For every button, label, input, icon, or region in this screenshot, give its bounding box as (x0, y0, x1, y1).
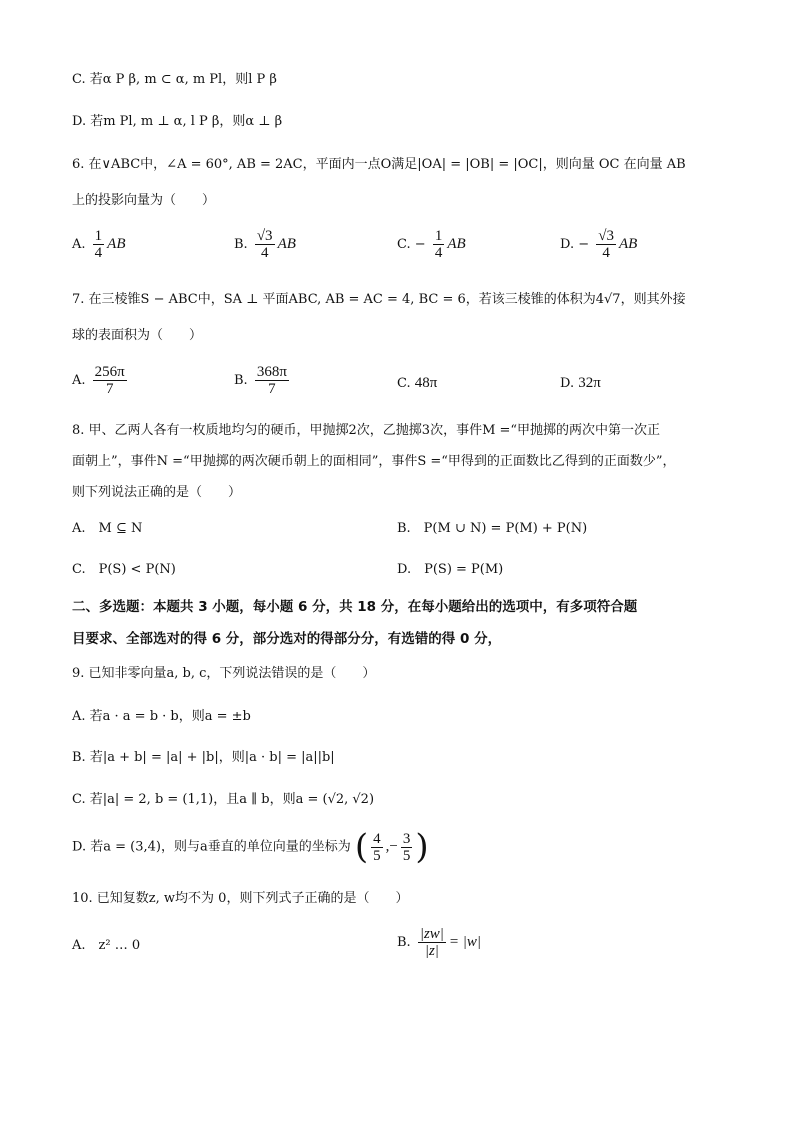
q6-option-a: A. $\frac{1}{4}$ AB (72, 228, 126, 261)
q9-option-c: C. 若|a| = 2, b = (1,1)，且a ∥ b，则a = (√2, √2) (72, 792, 375, 807)
q7-stem-cont: 球的表面积为（ ） (72, 328, 203, 343)
q8-option-a: A. M ⊆ N (72, 521, 143, 536)
q9-option-a: A. 若a · a = b · b，则a = ±b (72, 709, 251, 724)
q6-option-d: D. − $\frac{√3}{4}$ AB (560, 228, 638, 261)
section-2-heading: 二、多选题：本题共 3 小题，每小题 6 分，共 18 分，在每小题给出的选项中，有多项符合题 (72, 599, 638, 615)
q10-option-a: A. z² … 0 (72, 938, 141, 953)
q6-stem-cont: 上的投影向量为（ ） (72, 193, 216, 208)
fraction: $\frac{1}{4}$ (434, 228, 443, 261)
q8-option-c: C. P(S) < P(N) (72, 562, 176, 577)
fraction: $\frac{1}{4}$ (94, 228, 103, 261)
section-2-heading-cont: 目要求、全部选对的得 6 分，部分选对的得部分分，有选错的得 0 分， (72, 631, 502, 647)
fraction: $\frac{4}{5}$ (373, 830, 381, 864)
q9-stem: 9. 已知非零向量a, b, c，下列说法错误的是（ ） (72, 666, 376, 681)
q8-stem: 8. 甲、乙两人各有一枚质地均匀的硬币，甲抛掷2次，乙抛掷3次，事件M =“甲抛掷的两次中第一次正 (72, 423, 661, 438)
fraction: $\frac{368\pi}{7}$ (256, 364, 287, 397)
q9-option-b: B. 若|a + b| = |a| + |b|，则|a · b| = |a||b| (72, 750, 335, 765)
q6-option-b: B. $\frac{√3}{4}$ AB (234, 228, 296, 261)
q8-option-d: D. P(S) = P(M) (397, 562, 504, 577)
q10-option-b: B. $\frac{|zw|}{|z|}$ = |w| (397, 926, 482, 959)
q5-option-d: D. 若m Pl, m ⊥ α, l P β，则α ⊥ β (72, 114, 283, 129)
q8-option-b: B. P(M ∪ N) = P(M) + P(N) (397, 521, 588, 536)
fraction: $\frac{|zw|}{|z|}$ (419, 926, 444, 959)
q5-option-c: C. 若α P β, m ⊂ α, m Pl，则l P β (72, 72, 277, 87)
q8-stem-cont2: 则下列说法正确的是（ ） (72, 485, 242, 500)
q6-stem: 6. 在∨ABC中，∠A = 60°, AB = 2AC，平面内一点O满足|OA| = |OB| = |OC|，则向量 OC 在向量 AB (72, 157, 686, 172)
q7-option-d: D. 32π (560, 375, 601, 391)
fraction: $\frac{√3}{4}$ (598, 228, 615, 261)
fraction: $\frac{256\pi}{7}$ (94, 364, 125, 397)
q7-option-c: C. 48π (397, 375, 438, 391)
q7-stem: 7. 在三棱锥S − ABC中，SA ⊥ 平面ABC, AB = AC = 4, BC = 6，若该三棱锥的体积为4√7，则其外接 (72, 292, 686, 307)
fraction: $\frac{√3}{4}$ (256, 228, 273, 261)
q10-stem: 10. 已知复数z, w均不为 0，则下列式子正确的是（ ） (72, 891, 409, 906)
q7-option-b: B. $\frac{368\pi}{7}$ (234, 364, 287, 397)
q8-stem-cont: 面朝上”，事件N =“甲抛掷的两次硬币朝上的面相同”，事件S =“甲得到的正面数比乙得到的正面数少”， (72, 454, 676, 469)
q7-option-a: A. $\frac{256\pi}{7}$ (72, 364, 125, 397)
q6-option-c: C. − $\frac{1}{4}$ AB (397, 228, 466, 261)
q9-option-d: D. 若a = (3,4)，则与a垂直的单位向量的坐标为 ( $\frac{4}{5}$ ,− $\frac{3}{5}$ ) (72, 827, 429, 867)
fraction: $\frac{3}{5}$ (402, 830, 411, 864)
